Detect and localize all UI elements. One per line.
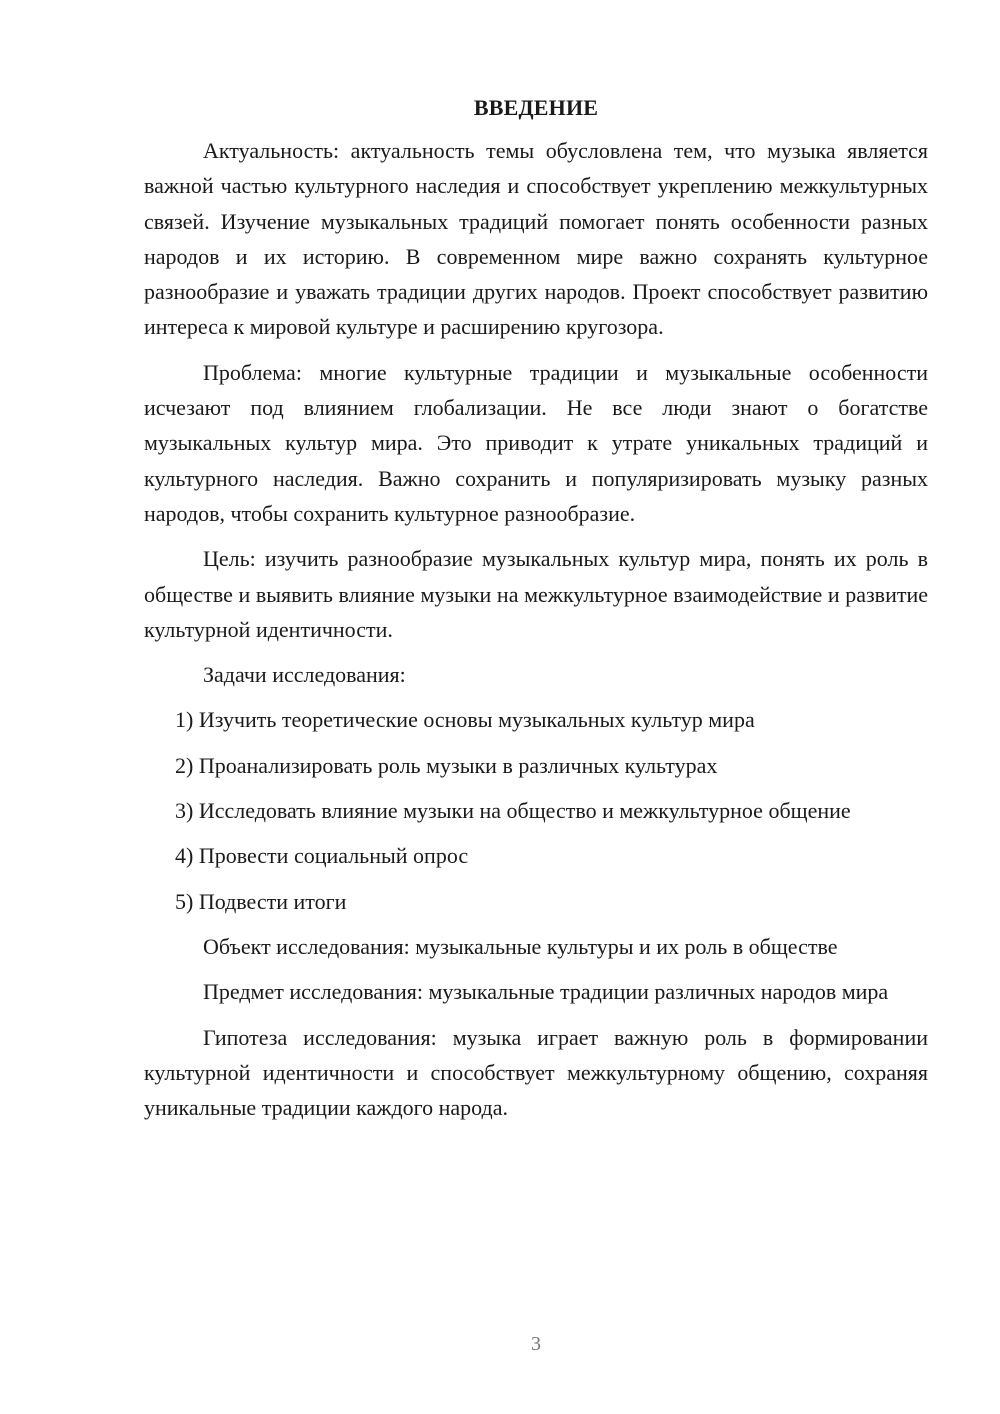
- task-item-1: 1) Изучить теоретические основы музыкальных культур мира: [175, 707, 755, 733]
- document-page: [144, 90, 928, 1135]
- task-item-4: 4) Провести социальный опрос: [175, 843, 469, 869]
- subject-paragraph: Предмет исследования: музыкальные традиции различных народов мира: [203, 979, 889, 1005]
- relevance-paragraph: Актуальность: актуальность темы обусловлена тем, что музыка является важной частью культурного наследия и способствует укреплению межкультурных связей. Изучение музыкальных традиций помогает понять особенности разных народов и их историю. В современном мире важно сохранять культурное разнообразие и уважать традиции других народов. Проект способствует развитию интереса к мировой культуре и расширению кругозора.: [144, 138, 928, 340]
- task-item-2: 2) Проанализировать роль музыки в различных культурах: [175, 752, 718, 778]
- page-number: 3: [531, 1333, 541, 1355]
- hypothesis-paragraph: Гипотеза исследования: музыка играет важную роль в формировании культурной идентичности и способствует межкультурному общению, сохраняя уникальные традиции каждого народа.: [144, 1024, 928, 1121]
- task-item-5: 5) Подвести итоги: [175, 888, 347, 914]
- task-item-3: 3) Исследовать влияние музыки на общество и межкультурное общение: [175, 798, 851, 824]
- page-title: ВВЕДЕНИЕ: [473, 95, 599, 120]
- tasks-heading: Задачи исследования:: [203, 662, 406, 688]
- problem-paragraph: Проблема: многие культурные традиции и музыкальные особенности исчезают под влиянием глобализации. Не все люди знают о богатстве музыкальных культур мира. Это приводит к утрате уникальных традиций и культурного наследия. Важно сохранить и популяризировать музыку разных народов, чтобы сохранить культурное разнообразие.: [144, 359, 928, 526]
- goal-paragraph: Цель: изучить разнообразие музыкальных культур мира, понять их роль в обществе и выявить влияние музыки на межкультурное взаимодействие и развитие культурной идентичности.: [144, 546, 928, 642]
- object-paragraph: Объект исследования: музыкальные культуры и их роль в обществе: [203, 933, 838, 959]
